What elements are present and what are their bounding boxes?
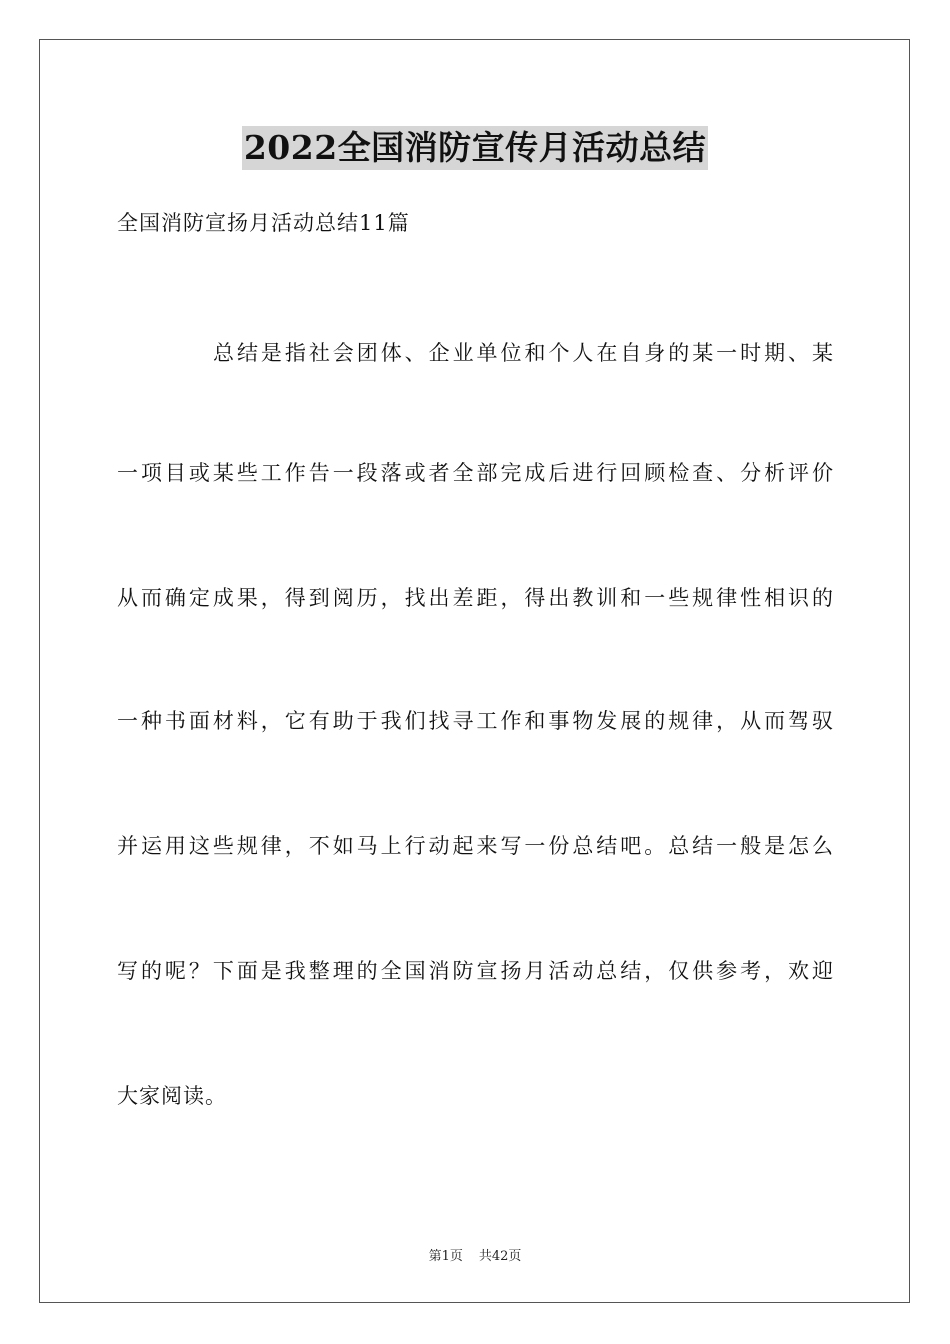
page-footer [0, 1248, 950, 1266]
paragraph-line-5: 并运用这些规律，不如马上行动起来写一份总结吧。总结一般是怎么 [117, 834, 833, 858]
page-number: 第1页 [428, 1249, 463, 1264]
document-title: 2022全国消防宣传月活动总结 [242, 126, 708, 170]
document-subtitle: 全国消防宣扬月活动总结11篇 [117, 211, 410, 235]
paragraph-line-4: 一种书面材料，它有助于我们找寻工作和事物发展的规律，从而驾驭 [117, 709, 833, 733]
paragraph-line-1: 总结是指社会团体、企业单位和个人在自身的某一时期、某 [213, 341, 833, 365]
page-total: 共42页 [478, 1249, 522, 1264]
title-container [0, 126, 950, 170]
paragraph-line-6: 写的呢？下面是我整理的全国消防宣扬月活动总结，仅供参考，欢迎 [117, 959, 833, 983]
paragraph-line-7: 大家阅读。 [117, 1084, 227, 1108]
paragraph-line-3: 从而确定成果，得到阅历，找出差距，得出教训和一些规律性相识的 [117, 586, 833, 610]
paragraph-line-2: 一项目或某些工作告一段落或者全部完成后进行回顾检查、分析评价 [117, 461, 833, 485]
